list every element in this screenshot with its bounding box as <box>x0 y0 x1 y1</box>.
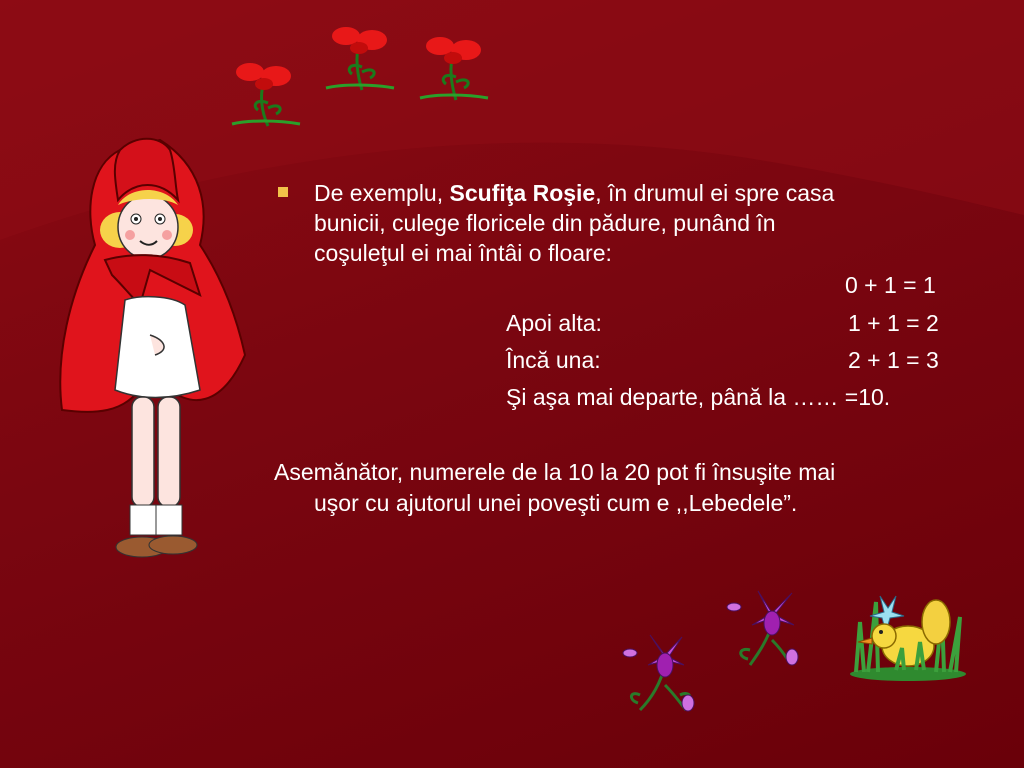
row-3-label: Încă una: <box>506 347 601 373</box>
poppy-flower-icon <box>228 58 303 130</box>
red-riding-hood-illustration <box>50 135 250 575</box>
orchid-flower-icon <box>722 585 812 670</box>
poppy-flower-icon <box>416 32 491 104</box>
bullet-lead: De exemplu, <box>314 180 450 206</box>
character-name: Scufiţa Roşie <box>449 180 596 206</box>
bullet-icon <box>278 187 288 197</box>
bullet-line-2: bunicii, culege floricele din pădure, punând în <box>314 210 776 236</box>
paragraph-2-line-1: Asemănător, numerele de la 10 la 20 pot fi însuşite mai <box>274 459 836 485</box>
row-2-label: Apoi alta: <box>506 310 602 336</box>
row-4-text: Şi aşa mai departe, până la …… =10. <box>506 384 891 410</box>
duckling-in-grass-icon <box>846 582 970 682</box>
orchid-flower-icon <box>620 625 710 715</box>
poppy-flower-icon <box>322 22 397 94</box>
bullet-line-1 <box>314 178 834 208</box>
equation-1: 0 + 1 = 1 <box>845 272 936 298</box>
equation-3: 2 + 1 = 3 <box>848 347 939 373</box>
equation-2: 1 + 1 = 2 <box>848 310 939 336</box>
bullet-line-3: coşuleţul ei mai întâi o floare: <box>314 240 612 266</box>
bullet-paragraph <box>314 178 834 268</box>
paragraph-2-line-2: uşor cu ajutorul unei poveşti cum e ,,Lebedele”. <box>314 490 798 516</box>
bullet-rest: , în drumul ei spre casa <box>595 180 835 206</box>
